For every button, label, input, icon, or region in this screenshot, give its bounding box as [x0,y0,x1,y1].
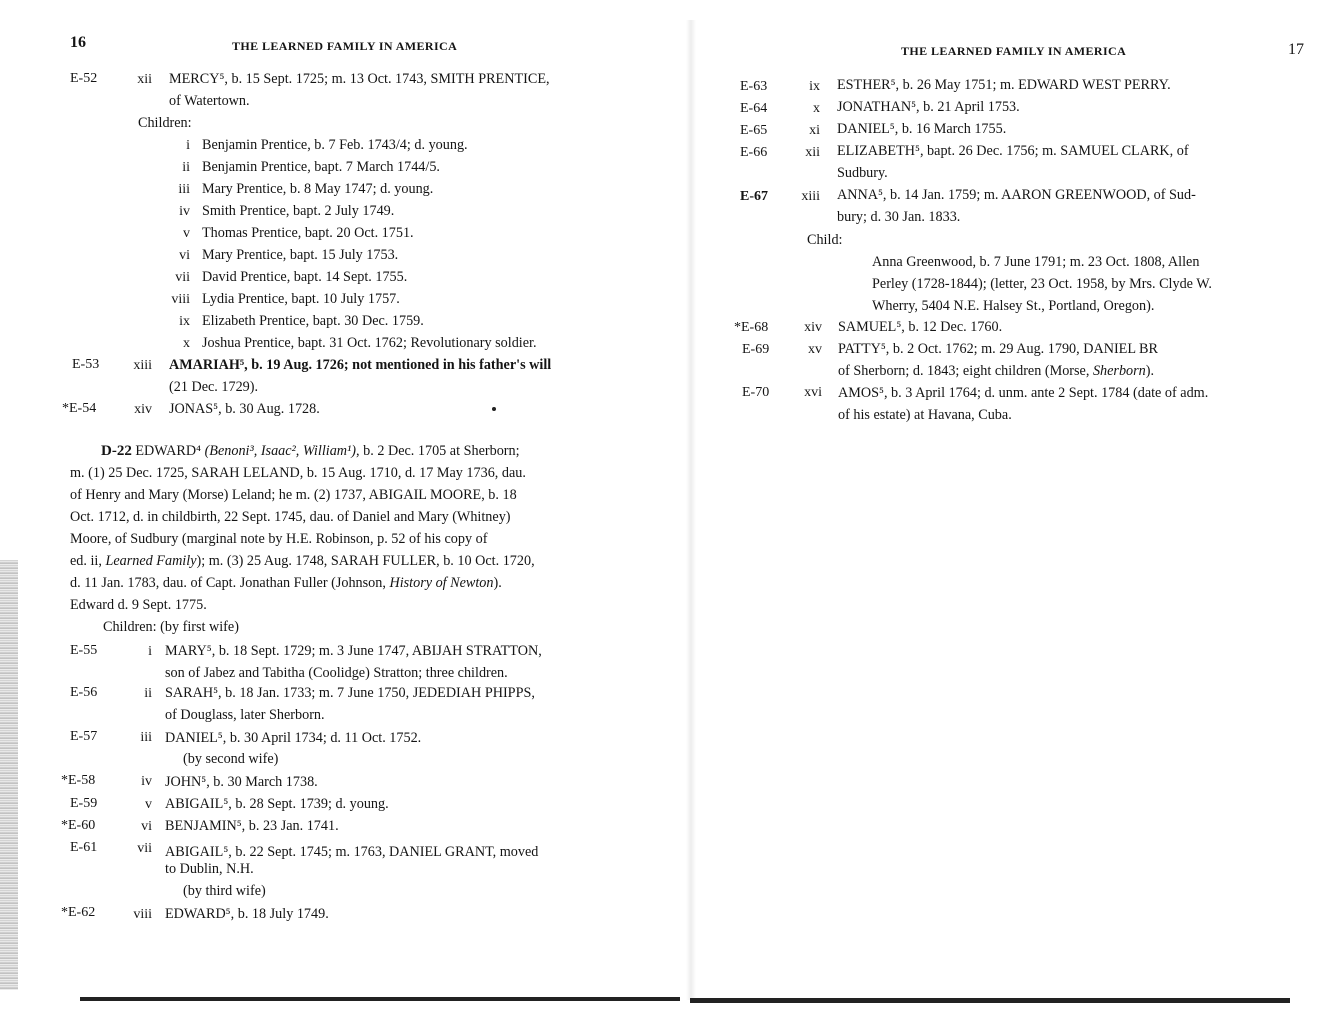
children-label: Children: [138,115,192,131]
entry-code: E-64 [740,101,768,116]
child-roman: ii [182,160,190,175]
child-text: Joshua Prentice, bapt. 31 Oct. 1762; Revolutionary soldier. [202,335,537,351]
text-run: ); m. (3) 25 Aug. 1748, SARAH FULLER, b. 10 Oct. 1720, [196,553,535,569]
child-text: Benjamin Prentice, bapt. 7 March 1744/5. [202,159,440,175]
paragraph-line: Moore, of Sudbury (marginal note by H.E. Robinson, p. 52 of his copy of [70,531,488,547]
entry-roman: xii [805,145,820,160]
entry-roman: xv [808,342,822,357]
entry-text: to Dublin, N.H. [165,861,254,877]
entry-text: DANIEL⁵, b. 30 April 1734; d. 11 Oct. 1752. [165,730,422,746]
child-roman: x [183,336,190,351]
entry-text: BENJAMIN⁵, b. 23 Jan. 1741. [165,818,339,834]
entry-text: ESTHER⁵, b. 26 May 1751; m. EDWARD WEST PERRY. [837,77,1171,93]
running-head: THE LEARNED FAMILY IN AMERICA [232,39,458,53]
entry-code: E-61 [70,840,98,855]
entry-code: *E-60 [61,818,96,833]
entry-code: E-69 [742,342,770,357]
generation-entry-heading [101,444,520,459]
paragraph-line: Oct. 1712, d. in childbirth, 22 Sept. 1745, dau. of Daniel and Mary (Whitney) [70,509,511,525]
child-roman: iii [178,182,190,197]
wife-group-label: (by second wife) [183,751,279,767]
entry-roman: iv [141,774,152,789]
entry-roman: iii [140,730,152,745]
entry-text: AMOS⁵, b. 3 April 1764; d. unm. ante 2 Sept. 1784 (date of adm. [838,385,1209,401]
entry-text: AMARIAH⁵, b. 19 Aug. 1726; not mentioned in his father's will [169,357,552,373]
entry-roman: xiv [134,402,152,417]
paragraph-line: Edward d. 9 Sept. 1775. [70,597,207,613]
child-text: Thomas Prentice, bapt. 20 Oct. 1751. [202,225,414,241]
text-run: d. 11 Jan. 1783, dau. of Capt. Jonathan Fuller (Johnson, [70,575,390,591]
entry-text: ANNA⁵, b. 14 Jan. 1759; m. AARON GREENWOOD, of Sud- [837,187,1196,203]
entry-text: of his estate) at Havana, Cuba. [838,407,1012,423]
child-text: Anna Greenwood, b. 7 June 1791; m. 23 Oct. 1808, Allen [872,254,1200,270]
entry-roman: vii [137,841,152,856]
child-text: Elizabeth Prentice, bapt. 30 Dec. 1759. [202,313,424,329]
book-title: History of Newton [389,575,494,591]
entry-roman: xiii [801,189,820,204]
entry-text: ABIGAIL⁵, b. 28 Sept. 1739; d. young. [165,796,389,812]
text-run: ). [493,575,502,591]
entry-text: , b. 2 Dec. 1705 at Sherborn; [356,443,520,459]
entry-roman: xiv [804,320,822,335]
entry-text: of Watertown. [169,93,250,109]
child-label: Child: [807,232,843,248]
child-roman: viii [171,292,190,307]
entry-code: E-59 [70,796,98,811]
right-page [662,0,1324,1031]
entry-text: bury; d. 30 Jan. 1833. [837,209,961,225]
child-roman: ix [179,314,190,329]
entry-text: JONAS⁵, b. 30 Aug. 1728. [169,401,320,417]
child-text: Wherry, 5404 N.E. Halsey St., Portland, Oregon). [872,298,1155,314]
entry-text: MERCY⁵, b. 15 Sept. 1725; m. 13 Oct. 1743, SMITH PRENTICE, [169,71,550,87]
book-title: Learned Family [105,553,197,569]
entry-text: Sudbury. [837,165,888,181]
text-run: of Sherborn; d. 1843; eight children (Morse, [838,363,1093,379]
entry-roman: x [813,101,820,116]
book-title: Sherborn [1092,363,1146,379]
text-run: ). [1145,363,1155,379]
entry-roman: ii [144,686,152,701]
child-roman: i [186,138,190,153]
entry-text: EDWARD⁵, b. 18 July 1749. [165,906,329,922]
entry-text [838,364,1154,378]
entry-text: PATTY⁵, b. 2 Oct. 1762; m. 29 Aug. 1790, DANIEL BR [838,341,1158,357]
paragraph-line: of Henry and Mary (Morse) Leland; he m. (2) 1737, ABIGAIL MOORE, b. 18 [70,487,517,503]
entry-code: E-55 [70,643,98,658]
child-text: Perley (1728-1844); (letter, 23 Oct. 1958, by Mrs. Clyde W. [872,276,1212,292]
entry-code: E-67 [740,189,768,204]
child-roman: vii [175,270,190,285]
entry-roman: i [148,644,152,659]
child-roman: v [183,226,190,241]
page-number: 17 [1288,41,1304,58]
child-text: Benjamin Prentice, b. 7 Feb. 1743/4; d. young. [202,137,468,153]
children-label: Children: (by first wife) [103,619,239,635]
child-roman: vi [179,248,190,263]
child-text: Smith Prentice, bapt. 2 July 1749. [202,203,395,219]
entry-text: ABIGAIL⁵, b. 22 Sept. 1745; m. 1763, DANIEL GRANT, moved [165,844,539,860]
entry-text: SARAH⁵, b. 18 Jan. 1733; m. 7 June 1750, JEDEDIAH PHIPPS, [165,685,535,701]
entry-code: *E-58 [61,773,96,788]
child-text: Lydia Prentice, bapt. 10 July 1757. [202,291,400,307]
entry-text: (21 Dec. 1729). [169,379,259,395]
entry-roman: vi [141,819,152,834]
entry-roman: xvi [804,385,822,400]
entry-code: E-57 [70,729,98,744]
entry-code: E-66 [740,145,768,160]
entry-code: E-70 [742,385,770,400]
entry-code: *E-54 [62,401,97,416]
entry-text: JONATHAN⁵, b. 21 April 1753. [837,99,1020,115]
entry-code: E-53 [72,357,100,372]
child-text: David Prentice, bapt. 14 Sept. 1755. [202,269,408,285]
entry-code: *E-68 [734,320,769,335]
entry-text: of Douglass, later Sherborn. [165,707,325,723]
ancestor-name: EDWARD⁴ [135,443,202,459]
entry-text: JOHN⁵, b. 30 March 1738. [165,774,318,790]
entry-text: DANIEL⁵, b. 16 March 1755. [837,121,1007,137]
entry-roman: v [145,797,152,812]
running-head: THE LEARNED FAMILY IN AMERICA [901,44,1127,58]
entry-roman: ix [809,79,820,94]
entry-roman: xi [809,123,820,138]
entry-roman: xii [137,72,152,87]
child-roman: iv [179,204,190,219]
entry-code: *E-62 [61,905,96,920]
entry-code: E-56 [70,685,98,700]
text-run: ed. ii, [70,553,106,569]
paragraph-line [70,554,535,568]
entry-code: E-65 [740,123,768,138]
generation-code: D-22 [101,443,132,459]
entry-code: E-52 [70,71,98,86]
wife-group-label: (by third wife) [183,883,266,899]
child-text: Mary Prentice, b. 8 May 1747; d. young. [202,181,434,197]
entry-text: MARY⁵, b. 18 Sept. 1729; m. 3 June 1747, ABIJAH STRATTON, [165,643,542,659]
entry-roman: xiii [133,358,152,373]
ancestry: (Benoni³, Isaac², William¹) [204,443,357,459]
child-text: Mary Prentice, bapt. 15 July 1753. [202,247,399,263]
entry-text: son of Jabez and Tabitha (Coolidge) Stratton; three children. [165,665,508,681]
paragraph-line: m. (1) 25 Dec. 1725, SARAH LELAND, b. 15 Aug. 1710, d. 17 May 1736, dau. [70,465,526,481]
entry-text: ELIZABETH⁵, bapt. 26 Dec. 1756; m. SAMUEL CLARK, of [837,143,1189,159]
page-number: 16 [70,34,86,51]
entry-text: SAMUEL⁵, b. 12 Dec. 1760. [838,319,1003,335]
paragraph-line [70,576,502,590]
entry-roman: viii [133,907,152,922]
entry-code: E-63 [740,79,768,94]
